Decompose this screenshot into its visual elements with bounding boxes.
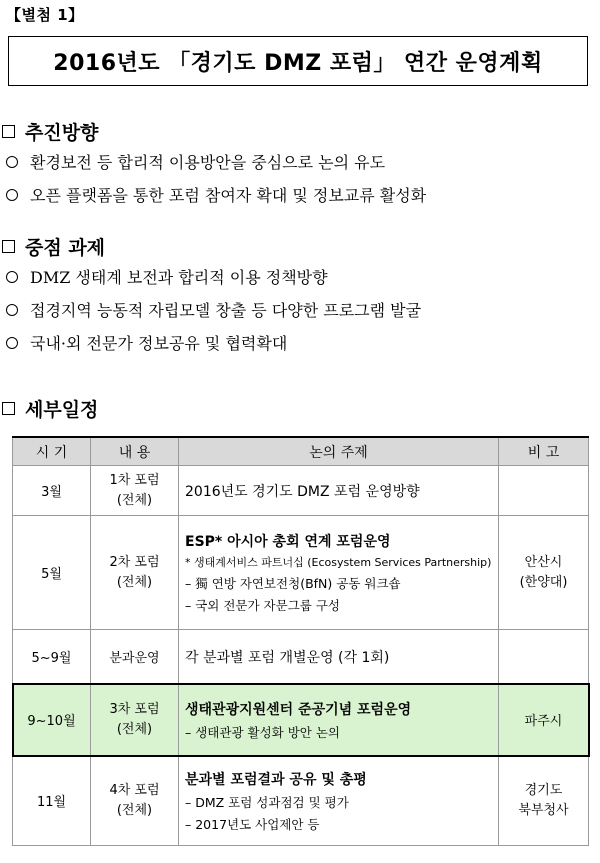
cell-period: 11월	[13, 756, 91, 846]
direction-item: 환경보전 등 합리적 이용방안을 중심으로 논의 유도	[6, 150, 385, 173]
header-remark: 비 고	[499, 437, 589, 466]
section-schedule-heading	[2, 395, 98, 422]
cell-content: 1차 포럼 (전체)	[91, 466, 179, 516]
document-title: 2016년도 「경기도 DMZ 포럼」 연간 운영계획	[8, 36, 588, 86]
topic-sub-item: – 생태관광 활성화 방안 논의	[185, 724, 340, 740]
table-row	[13, 756, 589, 846]
topic-sub-item: – 국외 전문가 자문그룹 구성	[185, 598, 340, 613]
table-row	[13, 466, 589, 516]
topic-sub-item: – DMZ 포럼 성과점검 및 평가	[185, 794, 349, 810]
task-item: 국내·외 전문가 정보공유 및 협력확대	[6, 331, 287, 354]
cell-remark	[499, 466, 589, 516]
table-row	[13, 516, 589, 630]
cell-remark: 안산시 (한양대)	[499, 516, 589, 630]
cell-remark: 파주시	[499, 684, 589, 756]
topic-sub-item: – 獨 연방 자연보전청(BfN) 공동 워크숍	[185, 576, 401, 591]
cell-remark	[499, 630, 589, 684]
table-row-highlighted	[13, 684, 589, 756]
cell-content: 분과운영	[91, 630, 179, 684]
topic-footnote: * 생태계서비스 파트너십 (Ecosystem Services Partnership)	[185, 556, 492, 569]
table-row	[13, 630, 589, 684]
cell-topic: ESP* 아시아 총회 연계 포럼운영 * 생태계서비스 파트너십 (Ecosystem Services Partnership) – 獨 연방 자연보전청(BfN) 공동 워크숍 – 국외 전문가 자문그룹 구성	[179, 516, 499, 630]
square-bullet-icon	[2, 402, 15, 415]
task-item: DMZ 생태계 보전과 합리적 이용 정책방향	[6, 265, 328, 288]
direction-item: 오픈 플랫폼을 통한 포럼 참여자 확대 및 정보교류 활성화	[6, 183, 426, 206]
task-item: 접경지역 능동적 자립모델 창출 등 다양한 프로그램 발굴	[6, 298, 421, 321]
section-heading-text: 세부일정	[25, 399, 99, 421]
circle-bullet-icon	[6, 271, 18, 283]
attachment-tag: 【별첨 1】	[6, 6, 84, 24]
schedule-table	[12, 436, 589, 846]
section-tasks-heading	[2, 233, 105, 260]
cell-period: 5~9월	[13, 630, 91, 684]
section-heading-text: 추진방향	[25, 122, 99, 144]
section-heading-text: 중점 과제	[25, 237, 106, 259]
cell-period: 3월	[13, 466, 91, 516]
cell-topic: 2016년도 경기도 DMZ 포럼 운영방향	[179, 466, 499, 516]
circle-bullet-icon	[6, 304, 18, 316]
header-period: 시 기	[13, 437, 91, 466]
header-content: 내 용	[91, 437, 179, 466]
table-header-row	[13, 437, 589, 466]
cell-topic: 분과별 포럼결과 공유 및 총평 – DMZ 포럼 성과점검 및 평가 – 2017년도 사업제안 등	[179, 756, 499, 846]
cell-content: 3차 포럼 (전체)	[91, 684, 179, 756]
circle-bullet-icon	[6, 189, 18, 201]
topic-sub-item: – 2017년도 사업제안 등	[185, 816, 320, 832]
cell-content: 2차 포럼 (전체)	[91, 516, 179, 630]
cell-period: 9~10월	[13, 684, 91, 756]
cell-period: 5월	[13, 516, 91, 630]
cell-content: 4차 포럼 (전체)	[91, 756, 179, 846]
square-bullet-icon	[2, 240, 15, 253]
cell-topic: 생태관광지원센터 준공기념 포럼운영 – 생태관광 활성화 방안 논의	[179, 684, 499, 756]
section-direction-heading	[2, 118, 98, 145]
circle-bullet-icon	[6, 156, 18, 168]
circle-bullet-icon	[6, 337, 18, 349]
cell-topic: 각 분과별 포럼 개별운영 (각 1회)	[179, 630, 499, 684]
cell-remark: 경기도 북부청사	[499, 756, 589, 846]
header-topic: 논의 주제	[179, 437, 499, 466]
square-bullet-icon	[2, 125, 15, 138]
